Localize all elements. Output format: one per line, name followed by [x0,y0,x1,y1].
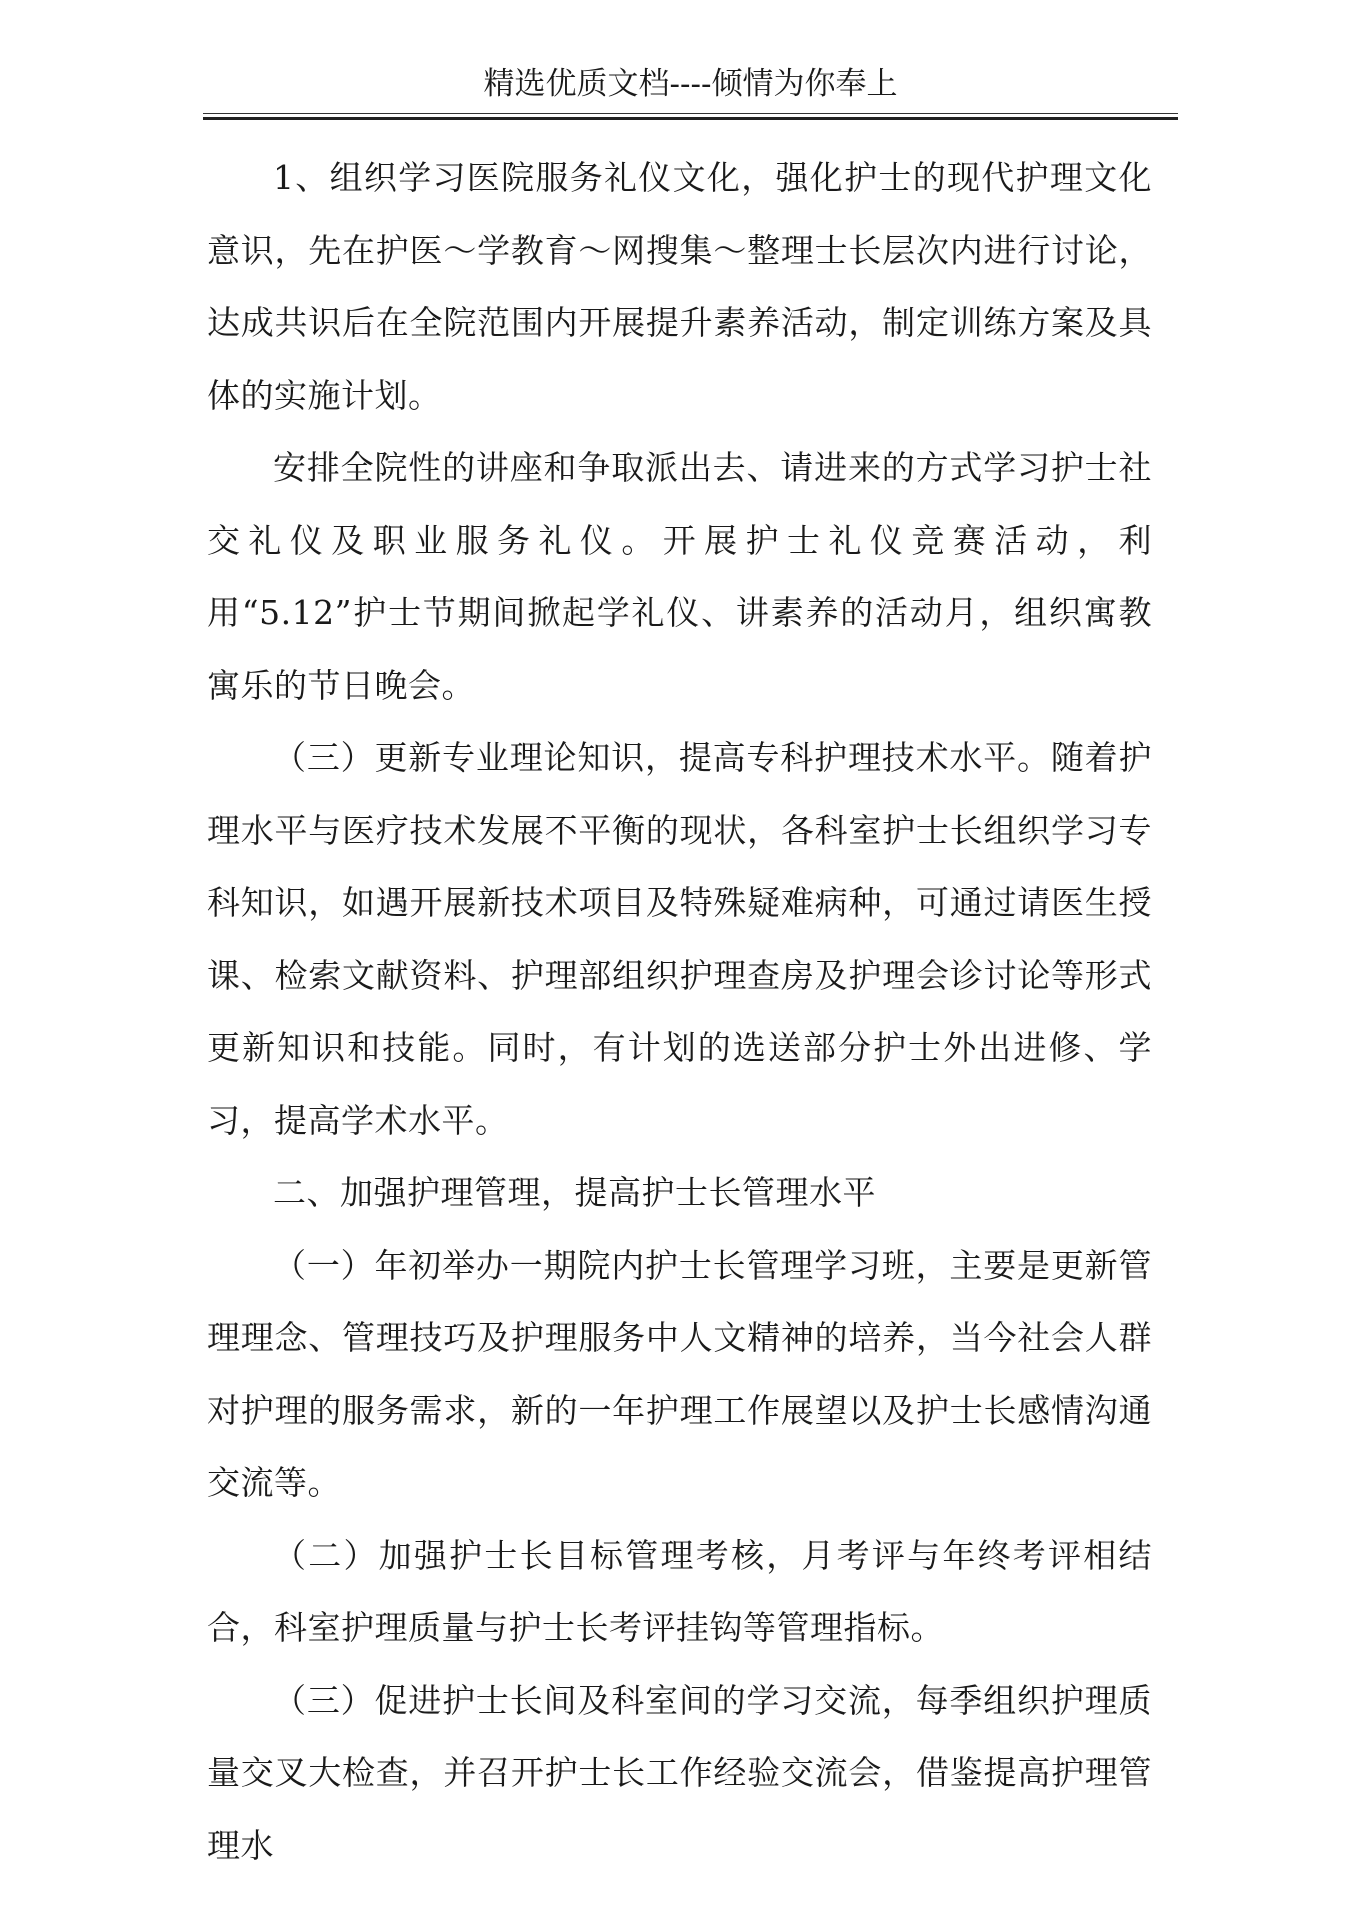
paragraph-1: 1、组织学习医院服务礼仪文化，强化护士的现代护理文化意识，先在护医～学教育～网搜集～整理士长层次内进行讨论，达成共识后在全院范围内开展提升素养活动，制定训练方案及具体的实施计划。 [207,158,1152,415]
header-divider-thin [203,113,1178,114]
section-heading: 二、加强护理管理，提高护士长管理水平 [273,1173,876,1212]
paragraph-4: （一）年初举办一期院内护士长管理学习班，主要是更新管理理念、管理技巧及护理服务中人文精神的培养，当今社会人群对护理的服务需求，新的一年护理工作展望以及护士长感情沟通交流等。 [207,1245,1152,1502]
paragraph-3: （三）更新专业理论知识，提高专科护理技术水平。随着护理水平与医疗技术发展不平衡的现状，各科室护士长组织学习专科知识，如遇开展新技术项目及特殊疑难病种，可通过请医生授课、检索文献资料、护理部组织护理查房及护理会诊讨论等形式更新知识和技能。同时，有计划的选送部分护士外出进修、学习，提高学术水平。 [207,738,1152,1140]
paragraph-6: （三）促进护士长间及科室间的学习交流，每季组织护理质量交叉大检查，并召开护士长工作经验交流会，借鉴提高护理管理水 [207,1680,1152,1865]
header-divider-thick [203,117,1178,120]
paragraph-5: （二）加强护士长目标管理考核，月考评与年终考评相结合，科室护理质量与护士长考评挂钩等管理指标。 [207,1535,1152,1647]
page-header-title: 精选优质文档----倾情为你奉上 [483,66,898,102]
paragraph-2: 安排全院性的讲座和争取派出去、请进来的方式学习护士社交礼仪及职业服务礼仪。开展护士礼仪竞赛活动，利用“5.12”护士节期间掀起学礼仪、讲素养的活动月，组织寓教寓乐的节日晚会。 [207,448,1152,705]
document-body [207,142,1152,1882]
